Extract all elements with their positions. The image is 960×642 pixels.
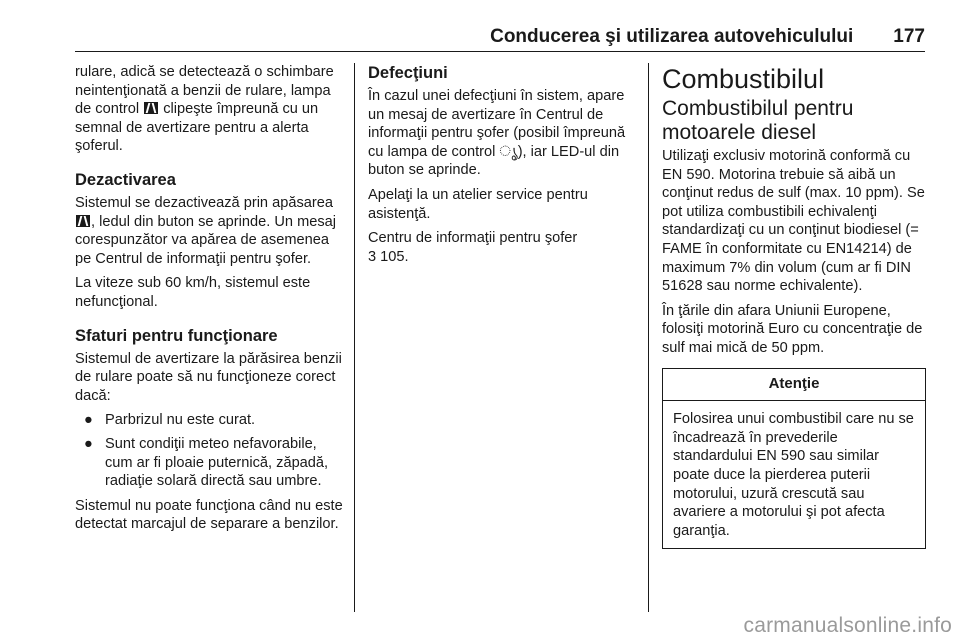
heading-operating-tips: Sfaturi pentru funcţionare bbox=[75, 326, 278, 345]
paragraph-non-eu: În ţările din afara Uniunii Europene, folosiţi motorină Euro cu concentraţie de sulf mai mică de 50 ppm. bbox=[662, 302, 923, 356]
heading-deactivation: Dezactivarea bbox=[75, 170, 176, 189]
list-item: ● Sunt condiţii meteo nefavorabile, cum ar fi ploaie puternică, zăpadă, radiaţie solară directă sau umbre. bbox=[84, 435, 329, 490]
paragraph-fault-message: În cazul unei defecţiuni în sistem, apare un mesaj de avertizare în Centrul de informaţii pentru şofer (posibil împreună cu lampa de control ൃ), iar LED-ul din buton se aprinde. bbox=[368, 88, 626, 179]
paragraph-diesel-spec: Utilizaţi exclusiv motorină conformă cu EN 590. Motorina trebuie să aibă un conţinut redus de sulf (max. 10 ppm). Se pot utiliza combustibili echivalenţi standardizaţi cu un conţinut biodiesel (= FAME în conformitate cu EN14214) de maximum 7% din volum (cum ar fi DIN 51628 sau norme echivalente). bbox=[662, 148, 925, 295]
service-vehicle-icon: ൃ bbox=[499, 143, 518, 160]
caution-title: Atenţie bbox=[663, 369, 925, 402]
column-divider-2 bbox=[648, 63, 649, 612]
watermark: carmanualsonline.info bbox=[743, 614, 952, 637]
paragraph-deactivation: Sistemul se dezactivează prin apăsarea , ledul din buton se aprinde. Un mesaj corespunzător va apărea de asemenea pe Centrul de informaţii pentru şofer. bbox=[75, 194, 337, 267]
lane-departure-warning-icon bbox=[144, 102, 158, 114]
running-title: Conducerea şi utilizarea autovehiculului bbox=[490, 26, 854, 47]
paragraph-service-workshop: Apelaţi la un atelier service pentru asistenţă. bbox=[368, 186, 588, 222]
lane-departure-warning-icon bbox=[76, 215, 90, 227]
page-header bbox=[75, 26, 925, 48]
subsection-title-diesel: Combustibilul pentru motoarele diesel bbox=[662, 97, 854, 144]
caution-box bbox=[662, 368, 926, 550]
paragraph-no-marking: Sistemul nu poate funcţiona când nu este detectat marcajul de separare a benzilor. bbox=[75, 497, 343, 533]
caution-text: Folosirea unui combustibil care nu se încadrează în prevederile standardului EN 590 sau similar poate duce la pierderea puterii motorului, uzură crescută sau avariere a motorului şi pot afecta garanţia. bbox=[673, 411, 914, 539]
column-middle bbox=[368, 63, 638, 272]
heading-faults: Defecţiuni bbox=[368, 64, 448, 82]
bullet-icon: ● bbox=[84, 412, 93, 429]
reference-page-link[interactable]: 105. bbox=[376, 248, 409, 265]
paragraph-conditions-intro: Sistemul de avertizare la părăsirea benzii de rulare poate să nu funcţioneze corect dacă: bbox=[75, 350, 342, 404]
page-reference-arrow-icon: 3 bbox=[368, 248, 377, 265]
paragraph-speed-limit: La viteze sub 60 km/h, sistemul este nefuncţional. bbox=[75, 275, 311, 310]
bullet-icon: ● bbox=[84, 435, 93, 452]
page-number: 177 bbox=[893, 26, 925, 47]
paragraph-lane-warning: rulare, adică se detectează o schimbare neintenţionată a benzii de rulare, lampa de control clipeşte împreună cu un semnal de avertizare pentru a alerta şoferul. bbox=[75, 64, 334, 155]
conditions-list bbox=[75, 411, 343, 490]
column-right bbox=[662, 63, 926, 549]
header-divider bbox=[75, 51, 925, 52]
list-item: ● Parbrizul nu este curat. bbox=[84, 412, 256, 429]
column-divider-1 bbox=[354, 63, 355, 612]
column-left bbox=[75, 63, 343, 540]
section-title-fuel: Combustibilul bbox=[662, 64, 825, 94]
paragraph-cross-reference: Centru de informaţii pentru şofer 3 105. bbox=[368, 230, 578, 265]
